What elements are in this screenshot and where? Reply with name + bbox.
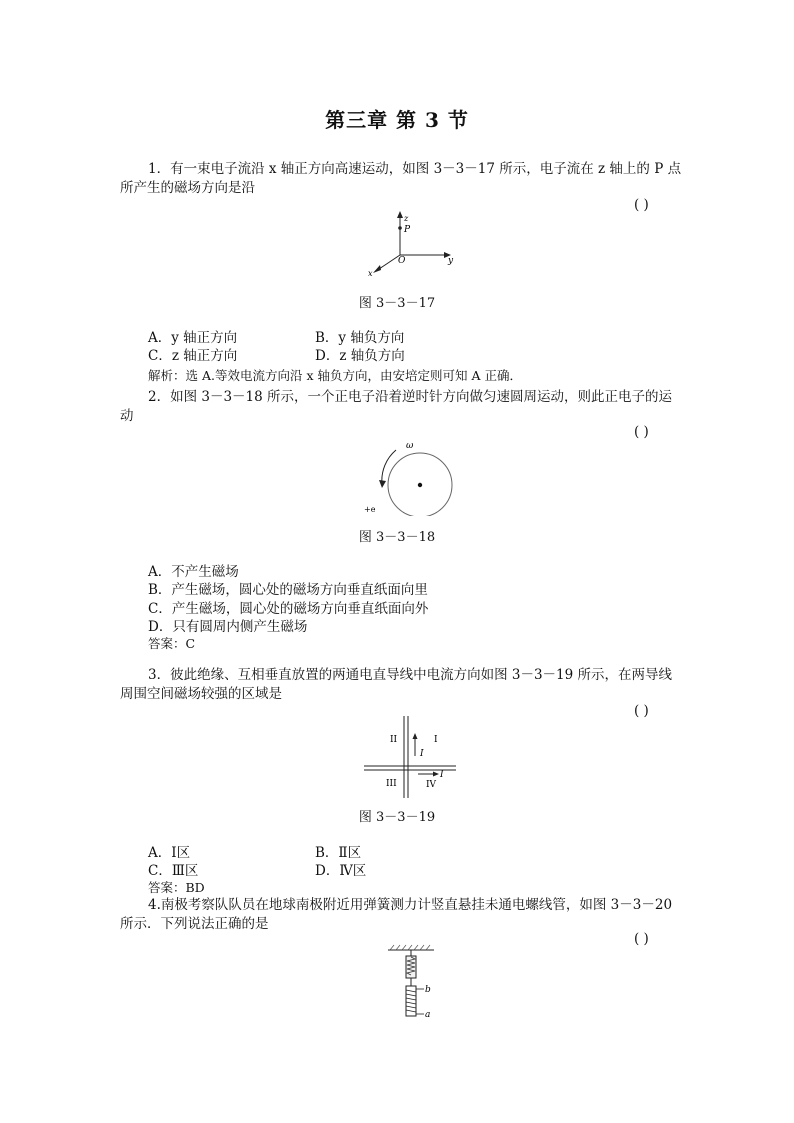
q1-figure-caption: 图 3－3－17 [358, 296, 436, 311]
q2-answer: 答案：C [148, 636, 196, 651]
q3-text-line1: 3．彼此绝缘、互相垂直放置的两通电直导线中电流方向如图 3－3－19 所示，在两导线 [148, 667, 673, 683]
q1-text-line1: 1．有一束电子流沿 x 轴正方向高速运动，如图 3－3－17 所示，电子流在 z 轴上的 P 点 [148, 161, 682, 177]
q1-answer-bracket: ( ) [634, 197, 649, 213]
q2-fig-label-charge: +e [364, 505, 376, 514]
q4-answer-bracket: ( ) [634, 931, 649, 947]
q3-fig-region-i: I [434, 735, 438, 745]
q3-figure-caption: 图 3－3－19 [358, 810, 436, 825]
q3-answer: 答案：BD [148, 880, 205, 895]
q1-analysis: 解析：选 A.等效电流方向沿 x 轴负方向，由安培定则可知 A 正确． [148, 368, 522, 383]
q4-fig-label-b: b [425, 985, 431, 995]
q1-fig-label-o: O [398, 256, 406, 266]
q1-axes-figure [360, 210, 460, 280]
q2-figure-caption: 图 3－3－18 [358, 530, 436, 545]
q2-text-line1: 2．如图 3－3－18 所示，一个正电子沿着逆时针方向做匀速圆周运动，则此正电子的运 [148, 389, 673, 405]
q2-text-line2: 动 [120, 408, 134, 424]
q2-option-a: A．不产生磁场 [148, 564, 239, 580]
q1-fig-label-p: P [404, 225, 411, 235]
q1-option-a: A．y 轴正方向 [148, 330, 238, 346]
q1-text-line2: 所产生的磁场方向是沿 [120, 180, 255, 196]
q3-text-line2: 周围空间磁场较强的区域是 [120, 686, 282, 702]
q3-answer-bracket: ( ) [634, 703, 649, 719]
q2-option-b: B．产生磁场，圆心处的磁场方向垂直纸面向里 [148, 582, 428, 598]
q2-circle-figure [360, 436, 460, 516]
q1-fig-label-y: y [448, 256, 454, 266]
q3-option-c: C．Ⅲ区 [148, 863, 199, 879]
q1-fig-label-z: z [404, 214, 409, 223]
q3-fig-region-iii: III [386, 779, 397, 789]
q4-text-line1: 4.南极考察队队员在地球南极附近用弹簧测力计竖直悬挂未通电螺线管，如图 3－3－20 [148, 897, 673, 913]
q1-option-d: D．z 轴负方向 [315, 348, 405, 364]
q1-option-b: B．y 轴负方向 [315, 330, 405, 346]
q3-option-b: B．Ⅱ区 [315, 845, 362, 861]
q4-text-line2: 所示．下列说法正确的是 [120, 916, 269, 932]
q2-option-d: D．只有圆周内侧产生磁场 [148, 619, 308, 635]
q4-spring-solenoid-figure [384, 944, 444, 1024]
q1-fig-label-x: x [368, 269, 373, 278]
q2-fig-label-omega: ω [406, 441, 414, 451]
q3-crossed-wires-figure [360, 714, 460, 800]
q3-fig-region-iv: IV [426, 780, 437, 790]
q4-fig-label-a: a [425, 1010, 431, 1020]
q3-fig-current-horizontal: I [440, 770, 444, 780]
q1-option-c: C．z 轴正方向 [148, 348, 238, 364]
q3-option-a: A．Ⅰ区 [148, 845, 191, 861]
q3-option-d: D．Ⅳ区 [315, 863, 367, 879]
q3-fig-current-vertical: I [420, 749, 424, 759]
q3-fig-region-ii: II [390, 735, 398, 745]
page-title: 第三章 第 3 节 [325, 108, 469, 132]
q2-option-c: C．产生磁场，圆心处的磁场方向垂直纸面向外 [148, 601, 429, 617]
q2-answer-bracket: ( ) [634, 424, 649, 440]
